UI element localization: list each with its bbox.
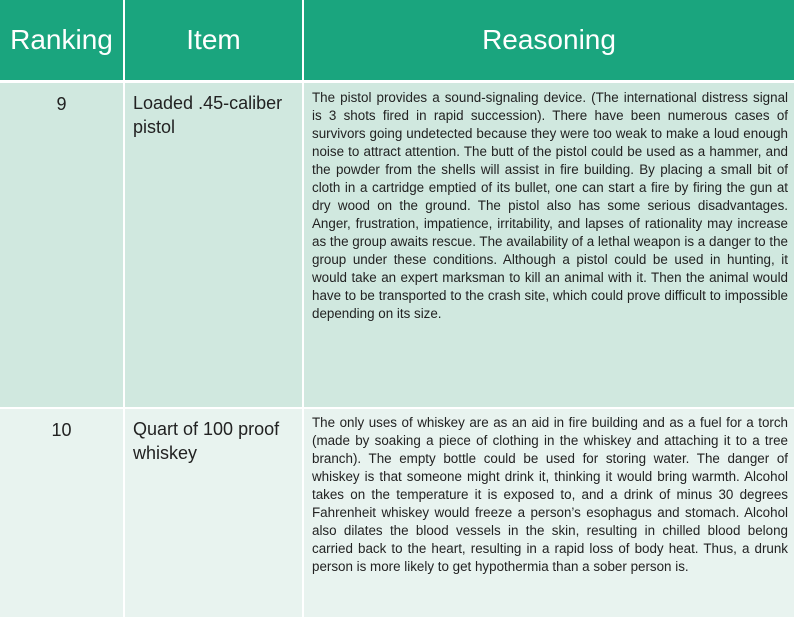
rank-cell: 10 — [0, 409, 125, 619]
header-row — [0, 0, 794, 83]
table-row — [0, 83, 794, 409]
reasoning-cell: The only uses of whiskey are as an aid in fire building and as a fuel for a torch (made by soaking a piece of clothing in the whiskey and attaching it to a tree branch). The empty bottle could be used for storing water. The danger of whiskey is that someone might drink it, thinking it would bring warmth. Alcohol takes on the temperature it is exposed to, and a drink of minus 30 degrees Fahrenheit whiskey would freeze a person’s esophagus and stomach. Alcohol also dilates the blood vessels in the skin, resulting in chilled blood belong carried back to the heart, resulting in a rapid loss of body heat. Thus, a drunk person is more likely to get hypothermia than a sober person is. — [304, 409, 794, 619]
ranking-column-header: Ranking — [0, 0, 125, 83]
item-cell: Loaded .45-caliber pistol — [125, 83, 304, 409]
item-cell: Quart of 100 proof whiskey — [125, 409, 304, 619]
rank-cell: 9 — [0, 83, 125, 409]
item-column-header: Item — [125, 0, 304, 83]
reasoning-column-header: Reasoning — [304, 0, 794, 83]
table-row — [0, 409, 794, 619]
reasoning-cell: The pistol provides a sound-signaling device. (The international distress signal is 3 shots fired in rapid succession). There have been numerous cases of survivors going undetected because they were too weak to make a loud enough noise to attract attention. The butt of the pistol could be used as a hammer, and the powder from the shells will assist in fire building. By placing a small bit of cloth in a cartridge emptied of its bullet, one can start a fire by firing the gun at dry wood on the ground. The pistol also has some serious disadvantages. Anger, frustration, impatience, irritability, and lapses of rationality may increase as the group awaits rescue. The availability of a lethal weapon is a danger to the group under these conditions. Although a pistol could be used in hunting, it would take an expert marksman to kill an animal with it. Then the animal would have to be transported to the crash site, which could prove difficult to impossible depending on its size. — [304, 83, 794, 409]
